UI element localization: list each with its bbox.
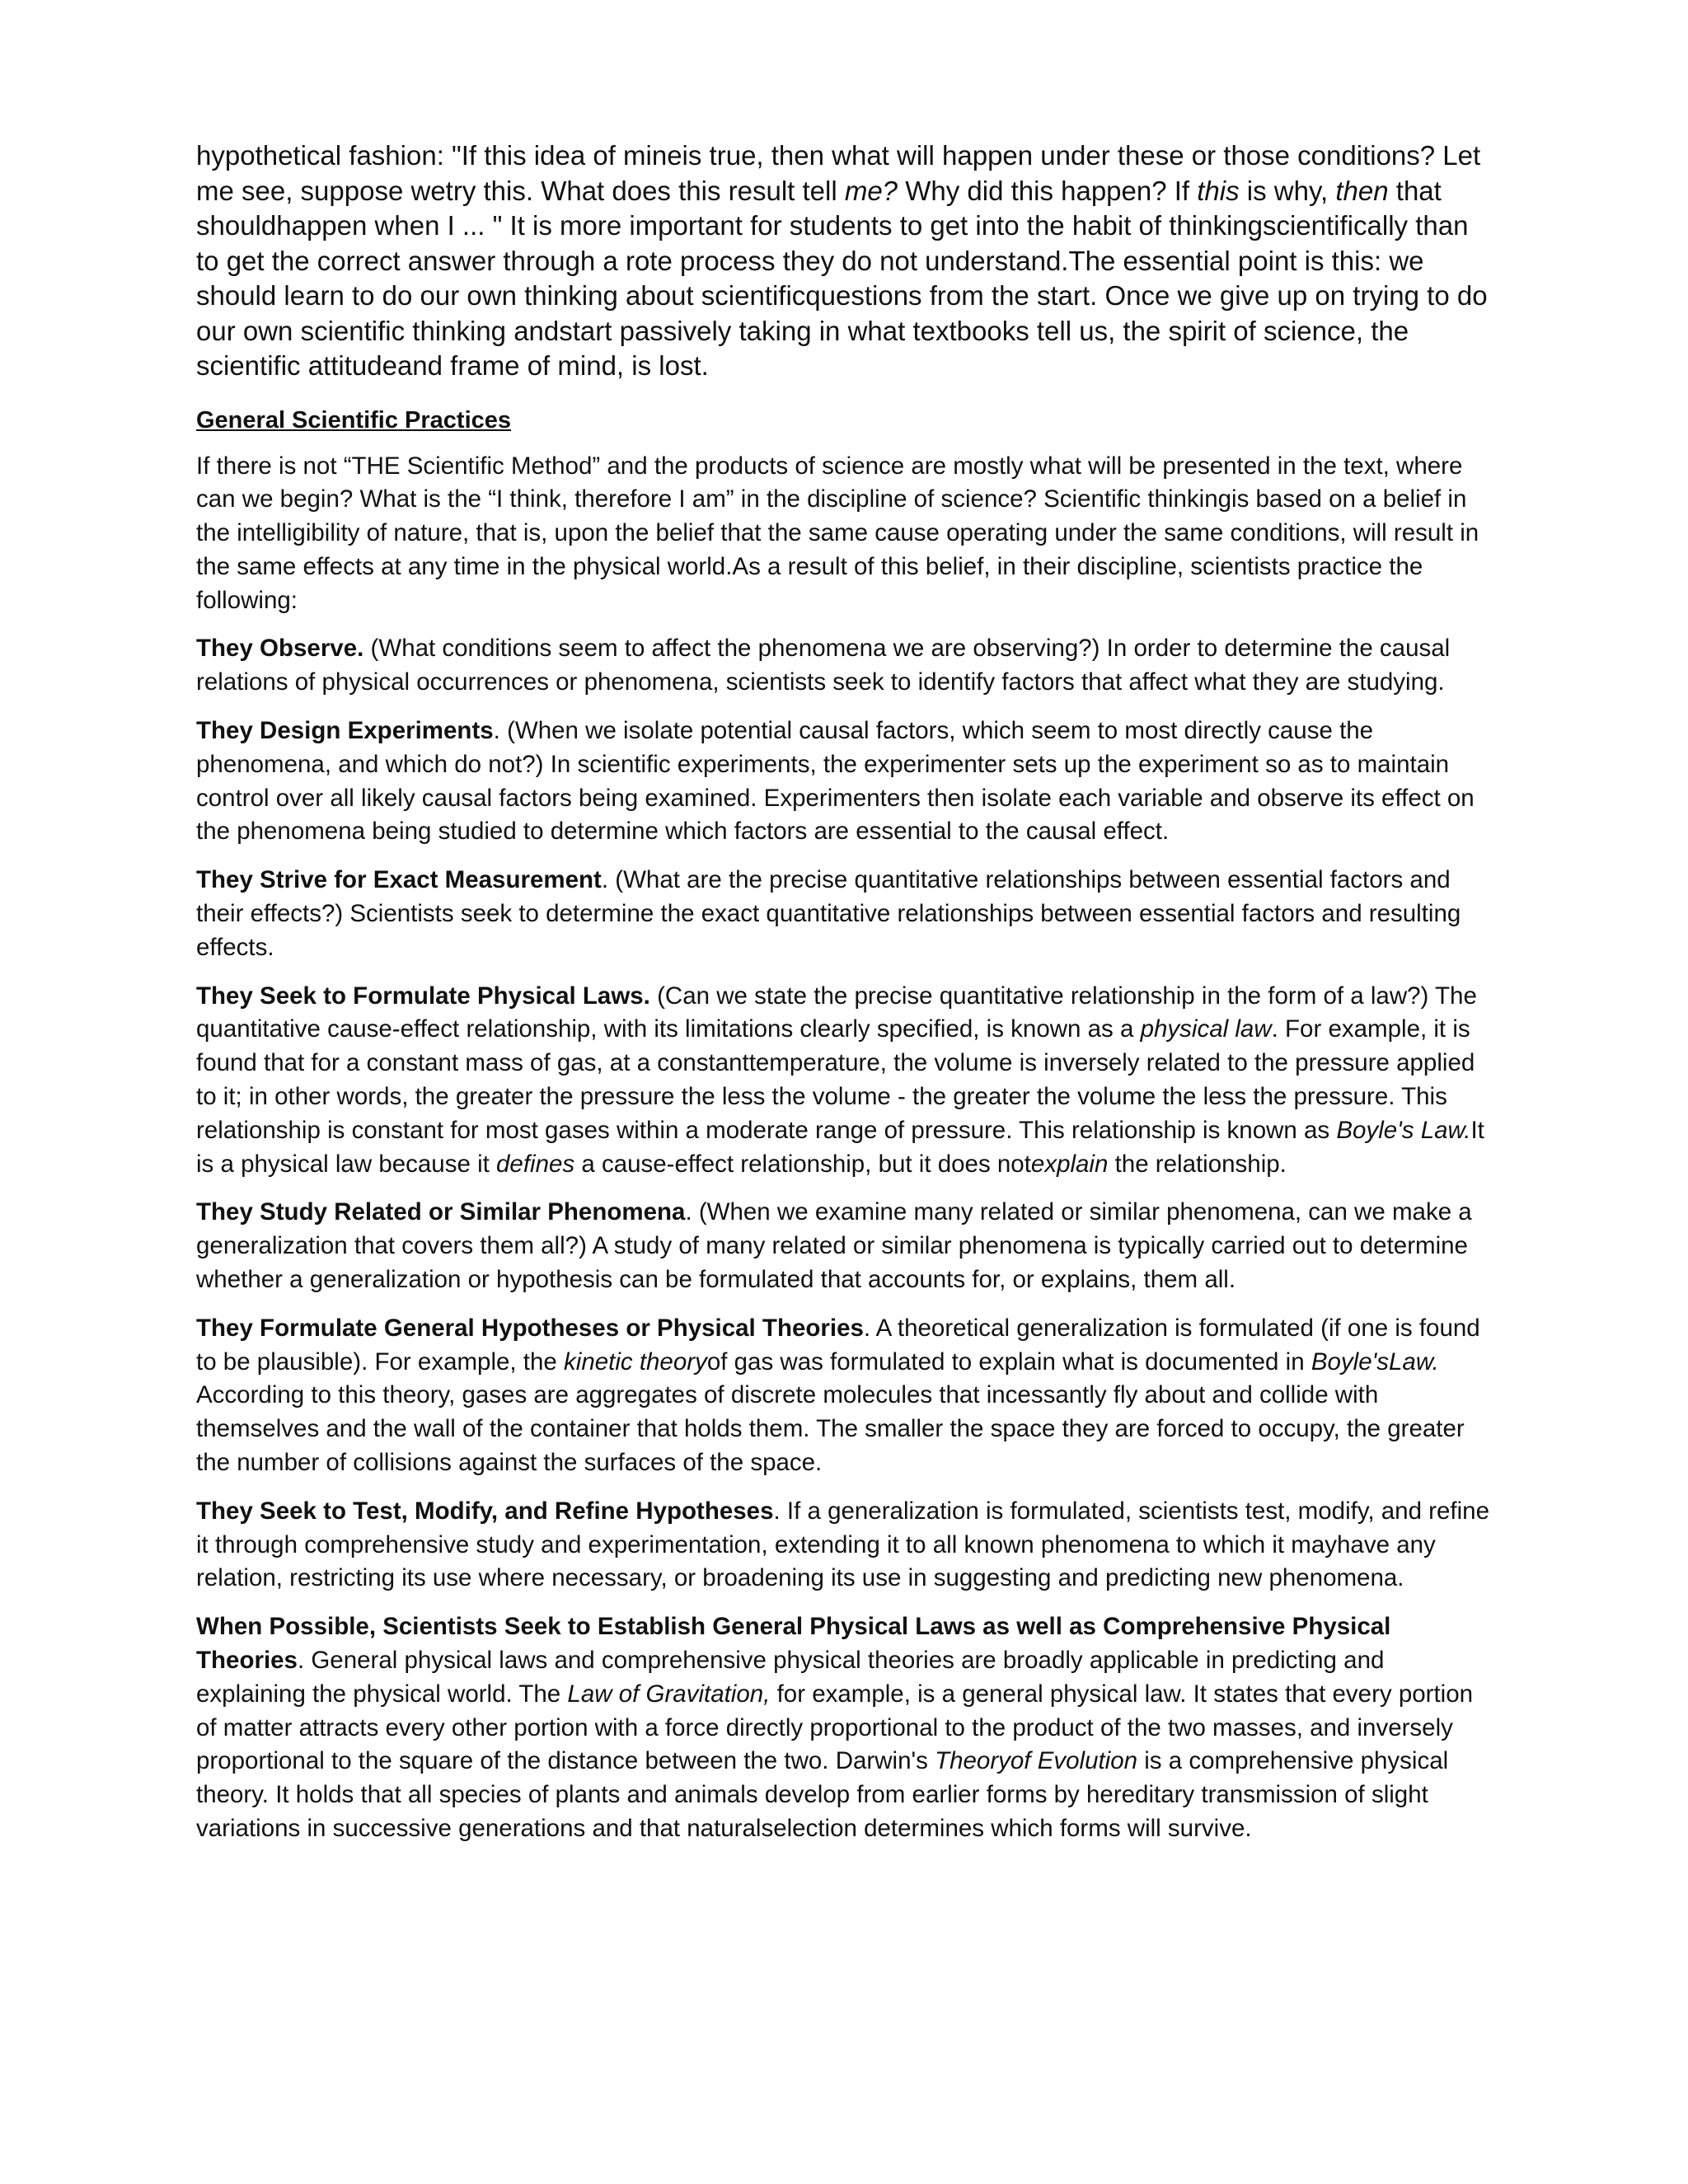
practice-text: for example, is a general physical law. It states that every portion of matter attracts every other portion with a force directly proportional to the product of the two masses, and inversely proportional to the square of the distance between the two. Darwin's [196, 1680, 1474, 1775]
practice-title: When Possible, Scientists Seek to Establish General Physical Laws as well as Comprehensive Physical Theories [196, 1613, 1391, 1674]
practice-title: They Seek to Formulate Physical Laws. [196, 982, 650, 1010]
practice-title: They Design Experiments [196, 717, 494, 745]
practice-text: of gas was formulated to explain what is documented in [706, 1347, 1311, 1376]
practice-emphasis: Law of Gravitation, [567, 1680, 771, 1708]
practice-text: . General physical laws and comprehensive physical theories are broadly applicable in predicting and explaining the physical world. The [196, 1647, 1385, 1708]
practice-text: a cause-effect relationship, but it does not [574, 1150, 1031, 1178]
practice-observe [196, 632, 1494, 700]
practice-emphasis: Boyle's Law. [1336, 1116, 1471, 1144]
document-page [196, 138, 1494, 1861]
practice-emphasis: defines [496, 1150, 575, 1178]
intro-emphasis: me? [844, 175, 898, 206]
practice-text: (Can we state the precise quantitative relationship in the form of a law?) The quantitative cause-effect relationship, with its limitations clearly specified, is known as a [196, 982, 1477, 1043]
practice-title: They Observe. [196, 635, 364, 663]
practice-title: They Strive for Exact Measurement [196, 866, 602, 894]
intro-text: that shouldhappen when I ... " It is more important for students to get into the habit of thinkingscientifically than to get the correct answer through a rote process they do not understand.The essential point is this: we should learn to do our own thinking about scientificquestions from the start. Once we give up on trying to do our own scientific thinking andstart passively taking in what textbooks tell us, the spirit of science, the scientific attitudeand frame of mind, is lost. [196, 175, 1488, 381]
intro-emphasis: then [1335, 175, 1389, 206]
practice-text: . For example, it is found that for a constant mass of gas, at a constanttemperature, the volume is inversely related to the pressure applied to it; in other words, the greater the pressure the less the volume - the greater the volume the less the pressure. This relationship is constant for most gases within a moderate range of pressure. This relationship is known as [196, 1015, 1475, 1144]
practice-title: They Formulate General Hypotheses or Physical Theories [196, 1314, 864, 1342]
section-heading: General Scientific Practices [196, 406, 512, 434]
practice-text: It is a physical law because it [196, 1116, 1484, 1178]
opening-paragraph: If there is not “THE Scientific Method” and the products of science are mostly what will be presented in the text, where can we begin? What is the “I think, therefore I am” in the discipline of science? Scientific thinkingis based on a belief in the intelligibility of nature, that is, upon the belief that the same cause operating under the same conditions, will result in the same effects at any time in the physical world.As a result of this belief, in their discipline, scientists practice the following: [196, 452, 1479, 614]
practice-text: (What conditions seem to affect the phenomena we are observing?) In order to determine the causal relations of physical occurrences or phenomena, scientists seek to identify factors that affect what they are studying. [196, 635, 1451, 696]
practice-title: They Seek to Test, Modify, and Refine Hypotheses [196, 1497, 774, 1525]
intro-text: hypothetical fashion: "If this idea of mineis true, then what will happen under these or those conditions? Let me see, suppose wetry this. What does this result tell [196, 140, 1481, 206]
practice-emphasis: kinetic theory [564, 1347, 707, 1376]
practice-emphasis: Boyle'sLaw. [1311, 1347, 1439, 1376]
practice-measurement [196, 864, 1494, 964]
practice-text: is a comprehensive physical theory. It holds that all species of plants and animals develop from earlier forms by hereditary transmission of slight variations in successive generations and that naturalselection determines which forms will survive. [196, 1747, 1449, 1842]
practice-text: According to this theory, gases are aggregates of discrete molecules that incessantly fly about and collide with themselves and the wall of the container that holds them. The smaller the space they are forced to occupy, the greater the number of collisions against the surfaces of the space. [196, 1381, 1465, 1477]
practice-emphasis: explain [1030, 1150, 1109, 1178]
practice-text: . (What are the precise quantitative relationships between essential factors and their effects?) Scientists seek to determine the exact quantitative relationships between essential factors and resulting effects. [196, 866, 1461, 961]
intro-emphasis: this [1197, 175, 1240, 206]
practice-hypotheses [196, 1312, 1494, 1480]
practice-related [196, 1196, 1494, 1296]
intro-text: is why, [1239, 175, 1336, 206]
practice-emphasis: physical law [1140, 1015, 1272, 1043]
practice-title: They Study Related or Similar Phenomena [196, 1198, 686, 1226]
practice-text: . (When we examine many related or similar phenomena, can we make a generalization that covers them all?) A study of many related or similar phenomena is typically carried out to determine whether a generalization or hypothesis can be formulated that accounts for, or explains, them all. [196, 1198, 1472, 1294]
practice-text: . (When we isolate potential causal factors, which seem to most directly cause the phenomena, and which do not?) In scientific experiments, the experimenter sets up the experiment so as to maintain control over all likely causal factors being examined. Experimenters then isolate each variable and observe its effect on the phenomena being studied to determine which factors are essential to the causal effect. [196, 717, 1475, 846]
practice-refine [196, 1495, 1494, 1596]
practice-text: . If a generalization is formulated, scientists test, modify, and refine it through comprehensive study and experimentation, extending it to all known phenomena to which it mayhave any relation, restricting its use where necessary, or broadening its use in suggesting and predicting new phenomena. [196, 1497, 1489, 1592]
practice-emphasis: Theoryof Evolution [935, 1747, 1138, 1775]
practice-laws [196, 980, 1494, 1182]
practice-general-laws [196, 1610, 1494, 1846]
practice-text: . A theoretical generalization is formulated (if one is found to be plausible). For example, the [196, 1314, 1480, 1376]
intro-paragraph [196, 138, 1494, 384]
intro-text: Why did this happen? If [898, 175, 1198, 206]
practice-text: the relationship. [1108, 1150, 1287, 1178]
practice-experiments [196, 715, 1494, 849]
